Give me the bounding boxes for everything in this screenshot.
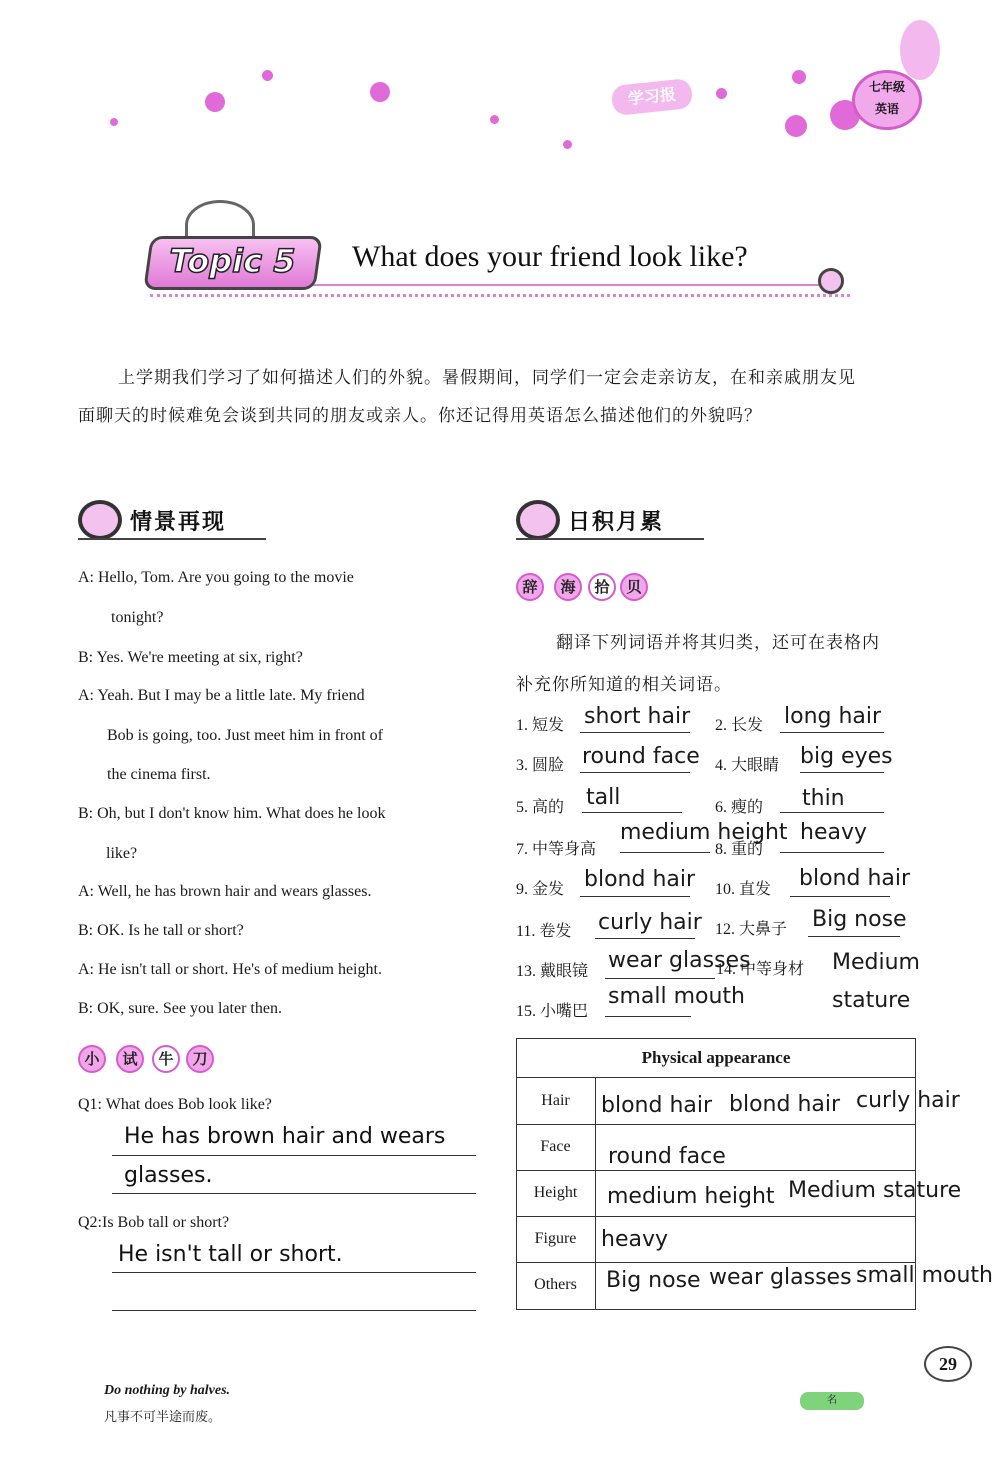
vocab-item-answer: curly hair: [598, 910, 702, 935]
scene-heading: 情景再现: [130, 510, 227, 535]
table-row-label: Height: [533, 1184, 578, 1201]
vocab-rule: [580, 896, 690, 897]
decor-dot: [205, 92, 225, 112]
vocab-instruction-2: 补充你所知道的相关词语。: [516, 675, 732, 695]
vocab-item-answer: small mouth: [608, 984, 745, 1009]
vocab-sub-char: 贝: [620, 573, 648, 601]
answer-rule: [112, 1155, 476, 1156]
vocab-rule: [780, 732, 884, 733]
vocab-item-label: 10. 直发: [715, 881, 772, 898]
vocab-item-label: 12. 大鼻子: [715, 921, 788, 938]
vocab-item-label: 11. 卷发: [516, 923, 572, 940]
vocab-item-label: 7. 中等身高: [516, 841, 597, 858]
vocab-item-answer: stature: [832, 988, 911, 1013]
table-row-divider: [516, 1216, 916, 1217]
vocab-rule: [800, 772, 884, 773]
footer-motto-cn: 凡事不可半途而废。: [104, 1410, 222, 1425]
vocab-item-answer: Big nose: [812, 907, 907, 932]
question-2: Q2:Is Bob tall or short?: [78, 1214, 230, 1231]
vocab-item-label: 3. 圆脸: [516, 757, 565, 774]
vocab-item-answer: long hair: [784, 704, 882, 729]
vocab-item-label: 9. 金发: [516, 881, 565, 898]
decor-dot: [490, 115, 499, 124]
answer-1-line-1: He has brown hair and wears: [124, 1124, 446, 1149]
vocab-rule: [780, 812, 884, 813]
table-row-divider: [516, 1124, 916, 1125]
banner-line: [300, 284, 840, 286]
intro-line-2: 面聊天的时候难免会谈到共同的朋友或亲人。你还记得用英语怎么描述他们的外貌吗？: [78, 406, 762, 426]
decor-dot: [262, 70, 273, 81]
vocab-rule: [605, 1016, 691, 1017]
vocab-item-label: 8. 重的: [715, 841, 764, 858]
topic-title: What does your friend look like?: [352, 240, 748, 273]
answer-rule: [112, 1272, 476, 1273]
practice-char: 牛: [152, 1045, 180, 1073]
decor-dot: [110, 118, 118, 126]
page-number: 29: [924, 1346, 972, 1382]
vocab-section-icon: [516, 500, 560, 540]
table-face-answer: round face: [608, 1144, 726, 1169]
table-others-answer: wear glasses: [709, 1265, 852, 1290]
table-title: Physical appearance: [516, 1038, 916, 1078]
dialogue-line: Bob is going, too. Just meet him in front of: [107, 727, 383, 744]
vocab-sub-char: 拾: [588, 573, 616, 601]
table-row-label: Face: [540, 1138, 571, 1155]
vocab-rule: [780, 852, 884, 853]
vocab-sub-char: 辞: [516, 573, 544, 601]
vocab-item-label: 2. 长发: [715, 717, 764, 734]
vocab-sub-char: 海: [554, 573, 582, 601]
table-figure-answer: heavy: [601, 1227, 668, 1252]
dialogue-line: B: Yes. We're meeting at six, right?: [78, 649, 303, 666]
table-hair-answer: blond hair: [601, 1093, 713, 1118]
dialogue-line: B: OK, sure. See you later then.: [78, 1000, 282, 1017]
dialogue-line: tonight?: [111, 609, 164, 626]
vocab-item-answer: blond hair: [799, 866, 911, 891]
banner-dotted-line: [150, 294, 850, 297]
dialogue-line: B: Oh, but I don't know him. What does he look: [78, 805, 386, 822]
topic-label: Topic 5: [169, 242, 296, 280]
answer-rule: [112, 1310, 476, 1311]
practice-char: 小: [78, 1045, 106, 1073]
vocab-item-answer: medium height: [620, 820, 788, 845]
vocab-instruction-1: 翻译下列词语并将其归类，还可在表格内: [556, 633, 880, 653]
vocab-item-answer: tall: [586, 785, 621, 810]
dialogue-line: A: Well, he has brown hair and wears glasses.: [78, 883, 372, 900]
dialogue-line: like?: [106, 845, 138, 862]
vocab-item-label: 15. 小嘴巴: [516, 1003, 589, 1020]
vocab-item-answer: short hair: [584, 704, 691, 729]
footer-motto-en: Do nothing by halves.: [104, 1383, 231, 1398]
vocab-item-answer: thin: [802, 786, 845, 811]
decor-dot: [792, 70, 806, 84]
vocab-item-answer: big eyes: [800, 744, 893, 769]
vocab-item-label: 5. 高的: [516, 799, 565, 816]
practice-char: 刀: [186, 1045, 214, 1073]
dialogue-line: the cinema first.: [107, 766, 211, 783]
answer-2: He isn't tall or short.: [118, 1242, 343, 1267]
dialogue-line: A: He isn't tall or short. He's of medium height.: [78, 961, 382, 978]
vocab-heading-rule: [516, 538, 704, 540]
vocab-rule: [580, 772, 690, 773]
decor-dot: [785, 115, 807, 137]
answer-1-line-2: glasses.: [124, 1163, 213, 1188]
vocab-item-label: 1. 短发: [516, 717, 565, 734]
header-badge: 学习报: [611, 78, 694, 116]
vocab-item-answer: wear glasses: [608, 948, 751, 973]
vocab-item-label: 4. 大眼睛: [715, 757, 780, 774]
dialogue-line: A: Hello, Tom. Are you going to the movie: [78, 569, 354, 586]
table-column-divider: [595, 1078, 596, 1310]
vocab-item-answer: Medium: [832, 950, 920, 975]
subject-label: 英语: [874, 102, 899, 116]
brand-badge: 名: [800, 1392, 864, 1410]
dialogue-line: B: OK. Is he tall or short?: [78, 922, 244, 939]
banner-end-icon: [818, 268, 844, 294]
decor-butterfly: [900, 20, 940, 80]
vocab-rule: [808, 936, 900, 937]
table-height-answer: Medium stature: [788, 1178, 962, 1203]
vocab-rule: [582, 812, 682, 813]
table-row-label: Hair: [541, 1092, 570, 1109]
table-row-divider: [516, 1170, 916, 1171]
vocab-rule: [580, 732, 690, 733]
answer-rule: [112, 1193, 476, 1194]
table-others-answer: Big nose: [606, 1268, 701, 1293]
vocab-item-answer: round face: [582, 744, 700, 769]
vocab-heading: 日积月累: [568, 510, 665, 535]
decor-dot: [370, 82, 390, 102]
decor-dot: [716, 88, 727, 99]
scene-section-icon: [78, 500, 122, 540]
table-height-answer: medium height: [607, 1184, 775, 1209]
table-others-answer: small mouth: [856, 1263, 993, 1288]
question-1: Q1: What does Bob look like?: [78, 1096, 272, 1113]
decor-dot: [563, 140, 572, 149]
intro-line-1: 上学期我们学习了如何描述人们的外貌。暑假期间，同学们一定会走亲访友，在和亲戚朋友见: [118, 368, 856, 388]
vocab-item-label: 13. 戴眼镜: [516, 963, 589, 980]
table-hair-answer: curly hair: [856, 1088, 960, 1113]
vocab-item-label: 6. 瘦的: [715, 799, 764, 816]
vocab-item-label: 14. 中等身材: [716, 961, 805, 978]
dialogue-line: A: Yeah. But I may be a little late. My friend: [78, 687, 365, 704]
scene-heading-rule: [78, 538, 266, 540]
vocab-item-answer: heavy: [800, 820, 867, 845]
grade-label: 七年级: [868, 80, 905, 94]
vocab-rule: [595, 938, 695, 939]
table-row-label: Others: [534, 1276, 577, 1293]
vocab-item-answer: blond hair: [584, 867, 696, 892]
practice-char: 试: [116, 1045, 144, 1073]
vocab-rule: [605, 978, 715, 979]
vocab-rule: [620, 852, 710, 853]
vocab-rule: [790, 896, 890, 897]
table-hair-answer: blond hair: [729, 1092, 841, 1117]
table-row-label: Figure: [534, 1230, 577, 1247]
